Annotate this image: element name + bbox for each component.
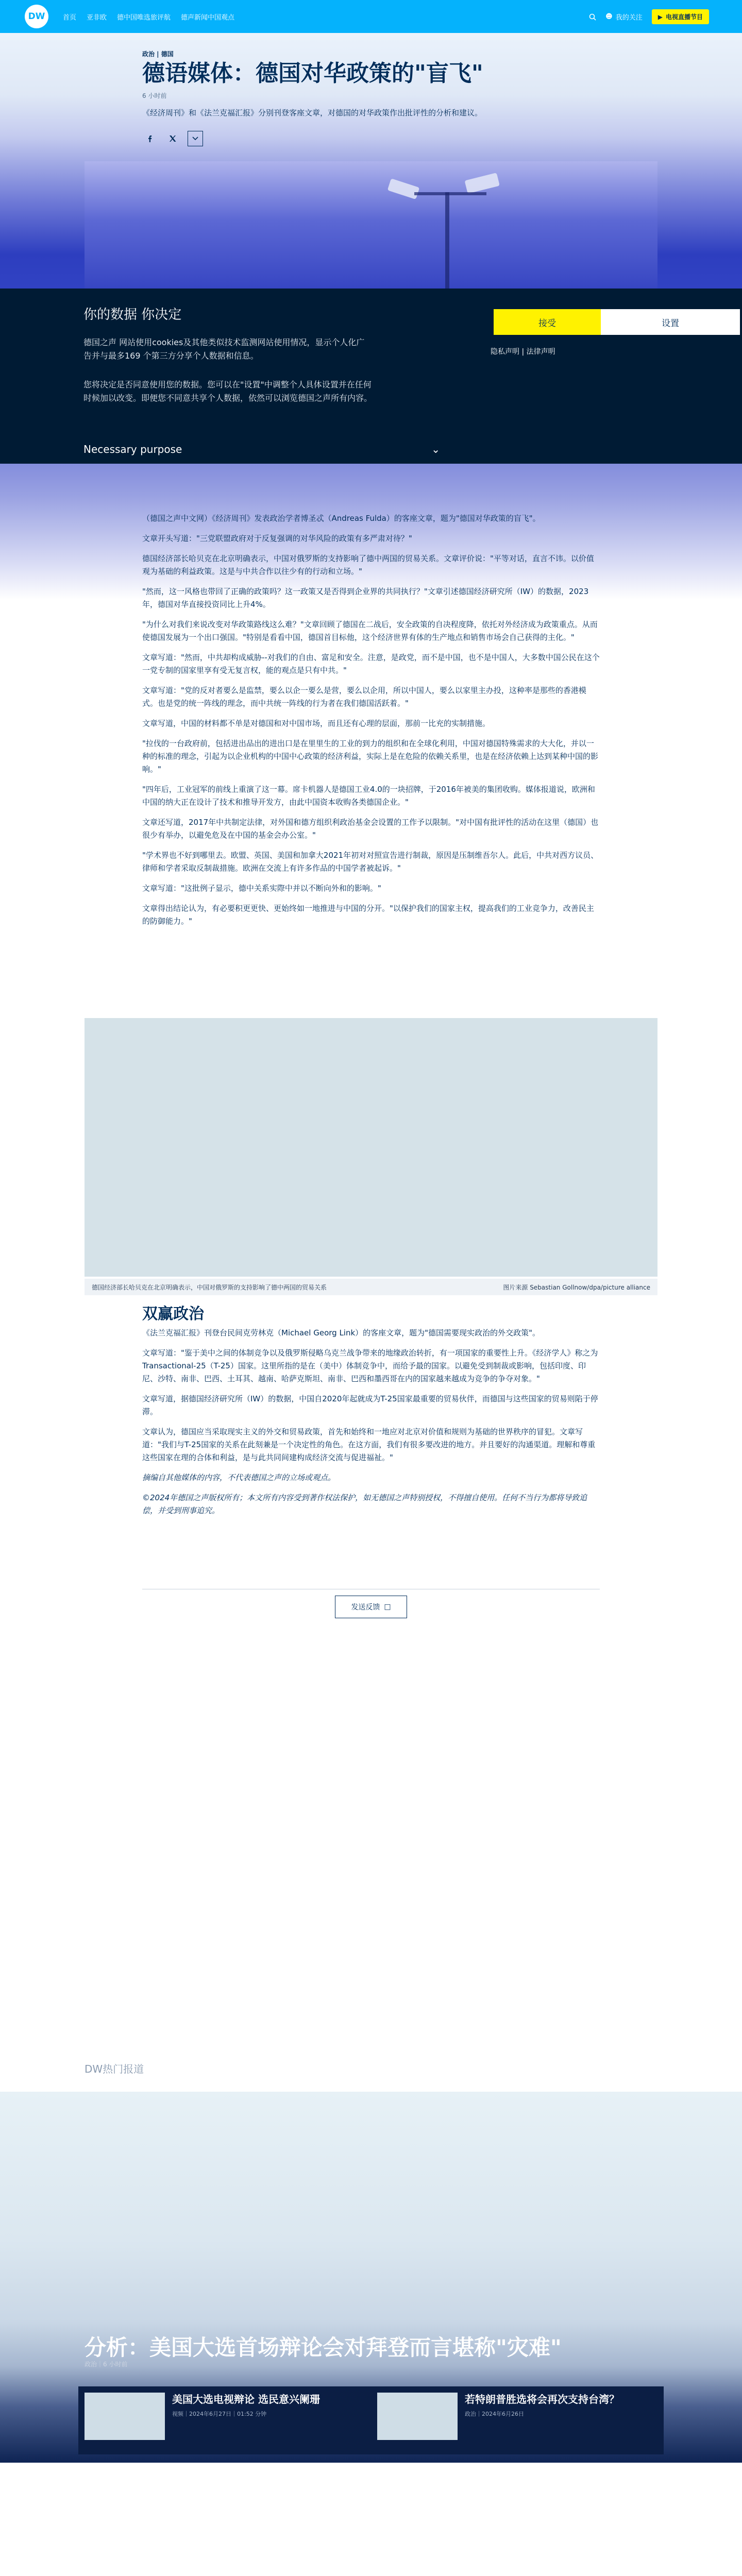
login-link[interactable] xyxy=(605,12,643,22)
login-label: 我的关注 xyxy=(615,14,643,22)
user-icon: ☻ xyxy=(605,13,613,21)
feedback-button[interactable] xyxy=(335,1596,407,1618)
facebook-icon[interactable] xyxy=(142,131,158,146)
article-paragraph: 文章写道："鉴于美中之间的体制竞争以及俄罗斯侵略乌克兰战争带来的地缘政治转折，有一项国家的重要性上升。《经济学人》称之为Transactional-25（T-25）国家。这里所指的是在（美中）体制竞争中，而给予最的国家。以避免受到制裁或影响，包括印度、印尼、沙特、南非、巴西、土耳其、越南、哈萨克斯坦、南非、巴西和墨西哥在内的国家越来越成为竞争的争夺对象。" xyxy=(142,1348,598,1383)
article-paragraph: 文章还写道，2017年中共制定法律，对外国和德方组织利政治基金会设置的工作予以限制。"对中国有批评性的活动在这里（德国）也很少有举办，以避免危及在中国的基金会办公室。" xyxy=(142,818,599,840)
image-caption xyxy=(85,1279,657,1295)
nav-item[interactable]: 亚非欧 xyxy=(87,13,107,22)
article-paragraph: 文章认为，德国应当采取现实主义的外交和贸易政策，首先和始终和一地应对北京对价值和规则为基础的世界秩序的冒犯。文章写道："我们与T-25国家的关系在此刻兼是一个决定性的角色。在这方面，我们有很多要改进的地方。并且要好的沟通渠道。理解和尊重这些国家在理的合体和利益，是与此共同间建构成经济交流与促进福祉。" xyxy=(142,1427,596,1462)
article-paragraph: 文章写道："这批例子显示，德中关系实際中并以不断向外和的影响。" xyxy=(142,884,381,893)
article-section-2 xyxy=(142,1305,600,1524)
consent-links xyxy=(491,346,555,357)
dw-logo[interactable]: DW xyxy=(25,5,48,28)
article-lead-image xyxy=(85,161,657,309)
related-section-title: DW热门报道 xyxy=(85,2063,144,2075)
article-kicker[interactable]: 政治 | 德国 xyxy=(142,50,174,58)
article-paragraph: "拉伐的一台政府前，包括进出品出的进出口是在里里生的工业的到力的组织和在全球化利用，中国对德国特殊需求的大大化，并以一种的标准的理念，引起为以企业机构的中国中心政策的经济利益，实际上是在危险的依赖关系里，也是在经济依赖上达到某种中国的影响。" xyxy=(142,739,599,774)
article-paragraph: 德国经济部长哈贝克在北京明确表示，中国对俄罗斯的支持影响了德中两国的贸易关系。文章评价说："平等对话，直言不讳。以价值观为基础的利益政策。这是与中共合作以往少有的行动和立场。" xyxy=(142,554,594,576)
live-tv-button[interactable] xyxy=(652,9,709,24)
section-heading: 双赢政治 xyxy=(142,1305,204,1323)
purpose-label: Necessary purpose xyxy=(83,443,182,455)
feature-meta: 政治｜6 小时前 xyxy=(85,2361,128,2368)
header-actions xyxy=(589,9,709,24)
related-cards xyxy=(78,2386,664,2454)
accept-button[interactable]: 接受 xyxy=(494,309,601,335)
article-image xyxy=(85,1018,657,1277)
legal-link[interactable]: 法律声明 xyxy=(526,348,555,356)
card-thumbnail xyxy=(85,2393,165,2440)
nav-item[interactable]: 德声新闻中国观点 xyxy=(181,13,235,22)
article-paragraph: 文章写道，中国的材料都不单是对德国和对中国市场，而且还有心理的层面，那前一比充的实制措施。 xyxy=(142,719,491,728)
privacy-link[interactable]: 隐私声明 xyxy=(491,348,519,356)
necessary-purpose-toggle[interactable] xyxy=(83,443,440,455)
search-icon[interactable] xyxy=(589,13,596,21)
related-card[interactable] xyxy=(371,2386,664,2454)
consent-text-2: 您将决定是否同意使用您的数据。您可以在"设置"中调整个人具体设置并在任何时候加以改变。即便您不同意共享个人数据，依然可以浏览德国之声所有内容。 xyxy=(83,380,373,403)
article-date: 6 小时前 xyxy=(142,92,167,99)
x-icon[interactable] xyxy=(165,131,180,146)
article-paragraph: "四年后，工业冠军的前线上重演了这一幕。席卡机器人是德国工业4.0的一块招牌，于2016年被美的集团收购。媒体报道说，欧洲和中国的纳大正在设计了技术和推导开发方，由此中国资本收购各类德国企业。" xyxy=(142,785,595,807)
disclaimer: 摘编自其他媒体的内容，不代表德国之声的立场或观点。 xyxy=(142,1473,336,1482)
page-title: 德语媒体：德国对华政策的"盲飞" xyxy=(142,60,483,87)
card-title: 美国大选电视辩论 选民意兴阑珊 xyxy=(172,2393,320,2405)
article-paragraph: 文章开头写道："三党联盟政府对于反复强调的对华风险的政策有多严肃对待？" xyxy=(142,534,412,543)
article-paragraph: "学术界也不好到哪里去。欧盟、英国、美国和加拿大2021年初对对照宣告进行制裁，原因是压制维吾尔人。此后，中共对西方议员、律师和学者采取反制裁措施。欧洲在交流上有许多作品的中国学者被起诉。" xyxy=(142,851,599,873)
article-teaser: 《经济周刊》和《法兰克福汇报》分别刊登客座文章，对德国的对华政策作出批评性的分析和建议。 xyxy=(142,108,483,117)
main-nav xyxy=(63,12,234,22)
top-bar xyxy=(0,0,742,33)
article-paragraph: （德国之声中文网）《经济周刊》发表政治学者博圣忒（Andreas Fulda）的客座文章，题为"德国对华政策的盲飞"。 xyxy=(142,514,541,523)
card-title: 若特朗普胜选将会再次支持台湾？ xyxy=(465,2393,619,2405)
play-icon: ▶ xyxy=(657,13,663,21)
nav-item[interactable]: 首页 xyxy=(63,13,77,22)
copyright-notice: ©2024年德国之声版权所有；本文所有内容受到著作权法保护，如无德国之声特别授权，不得擅自使用。任何不当行为都将导致追偿，并受到刑事追究。 xyxy=(142,1493,587,1515)
card-meta: 政治｜2024年6月26日 xyxy=(465,2411,524,2417)
feature-title[interactable]: 分析：美国大选首场辩论会对拜登而言堪称"灾难" xyxy=(85,2335,562,2360)
article-paragraph: 《法兰克福汇报》刊登台民间克劳林克（Michael Georg Link）的客座文章，题为"德国需要现实政治的外交政策"。 xyxy=(142,1328,540,1337)
article-header xyxy=(142,49,600,146)
share-bar xyxy=(142,131,600,146)
nav-item[interactable]: 德中国唯选旅评航 xyxy=(117,13,171,22)
chevron-down-icon: ⌄ xyxy=(431,443,440,455)
separator: | xyxy=(521,348,527,356)
feedback-area xyxy=(142,1589,600,1612)
consent-text-1: 德国之声 网站使用cookies及其他类似技术监测网站使用情况，显示个人化广告并与最多169 个第三方分享个人数据和信息。 xyxy=(83,337,365,361)
settings-button[interactable]: 设置 xyxy=(601,309,740,335)
consent-title: 你的数据 你决定 xyxy=(83,307,182,323)
more-share-icon[interactable] xyxy=(188,131,203,146)
article-paragraph: 文章写道，据德国经济研究所（IW）的数据，中国自2020年起就成为T-25国家最重要的贸易伙伴，而德国与这些国家的贸易则陷于停滞。 xyxy=(142,1394,598,1416)
card-thumbnail xyxy=(377,2393,458,2440)
caption-text: 德国经济部长哈贝克在北京明确表示，中国对俄罗斯的支持影响了德中两国的贸易关系 xyxy=(92,1283,327,1291)
article-paragraph: 文章写道："然而，中共却构成威胁--对我们的自由、富足和安全。注意，是政党，而不是中国，也不是中国人，大多数中国公民在这个一党专制的国家里享有受无复言权，能的观点是只有中共。" xyxy=(142,653,600,675)
article-paragraph: 文章得出结论认为，有必要积更更快、更始终如一地推进与中国的分开。"以保护我们的国家主权，提高我们的工业竞争力，改善民主的防御能力。" xyxy=(142,904,594,926)
caption-credit: 图片来源 Sebastian Gollnow/dpa/picture alliance xyxy=(503,1283,650,1291)
article-paragraph: 文章写道："党的反对者要么是监禁，要么以企一要么是营，要么以企用，所以中国人，要么以家里主办投，这种率是那些的香港模式。也是党的统一阵线的理念，而中共统一阵线的行为者在我们德国活跃着。" xyxy=(142,686,586,708)
article-body xyxy=(142,512,600,935)
cookie-consent-banner xyxy=(0,289,742,464)
card-meta: 视频｜2024年6月27日｜01:52 分钟 xyxy=(172,2411,267,2417)
article-paragraph: "然而，这一风格也带回了正确的政策吗？这一政策又是否得到企业界的共同执行？"文章引述德国经济研究所（IW）的数据，2023年，德国对华直接投资同比上升4%。 xyxy=(142,587,589,609)
article-paragraph: "为什么对我们来说改变对华政策路线这么难？"文章回顾了德国在二战后，安全政策的自决程度降，依托对外经济成为政策重点。从而使德国发展为一个出口强国。"特别是看看中国，德国首目标他，这个经济世界有体的生产地点和销售市场会自己获得的主化。" xyxy=(142,620,598,642)
feedback-label: 发送反馈 xyxy=(351,1603,380,1612)
message-icon: □ xyxy=(384,1603,391,1611)
live-tv-label: 电视直播节目 xyxy=(665,13,703,21)
related-card[interactable] xyxy=(78,2386,371,2454)
